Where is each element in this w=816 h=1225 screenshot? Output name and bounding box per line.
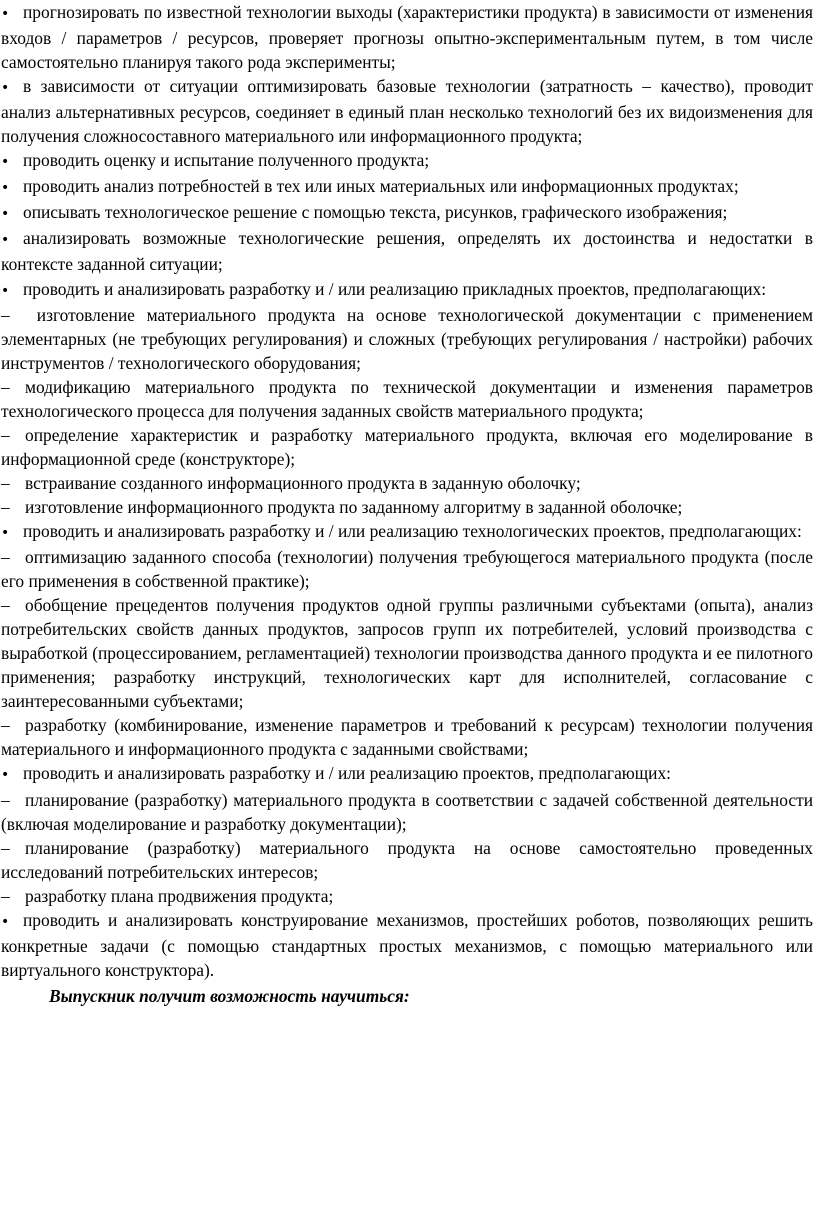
list-item-text: разработку плана продвижения продукта; (25, 885, 334, 906)
list-item-text: определение характеристик и разработку материального продукта, включая его моделирование в информационной среде (конструкторе); (1, 424, 813, 469)
outcomes-list (1, 0, 813, 982)
dash-marker: – (1, 472, 10, 493)
bullet-list-item (1, 0, 813, 74)
dash-marker: – (1, 424, 10, 445)
bullet-marker: • (1, 913, 10, 930)
bullet-list-item (1, 200, 813, 226)
list-item-text: проводить и анализировать разработку и / или реализацию прикладных проектов, предполагающих: (23, 278, 767, 299)
dash-marker: – (1, 789, 10, 810)
bullet-marker: • (1, 767, 10, 784)
list-item-text: проводить и анализировать разработку и / или реализацию проектов, предполагающих: (23, 763, 672, 784)
bullet-marker: • (1, 6, 10, 22)
list-item-text: оптимизацию заданного способа (технологии) получения требующегося материального продукта (после его применения в собственной практике); (1, 547, 813, 592)
dash-list-item (1, 884, 813, 908)
list-item-text: анализировать возможные технологические решения, определять их достоинства и недостатки в контексте заданной ситуации; (1, 228, 813, 275)
bullet-list-item (1, 908, 813, 982)
dash-list-item (1, 836, 813, 884)
dash-list-item (1, 545, 813, 593)
bullet-list-item (1, 519, 813, 545)
dash-list-item (1, 423, 813, 471)
bullet-list-item (1, 761, 813, 787)
list-item-text: обобщение прецедентов получения продуктов одной группы различными субъектами (опыта), анализ потребительских свойств данных продуктов, запросов групп их потребителей, условий производства с выработкой (процессированием, регламентацией) технологии производства данного продукта и ее пилотного применения; разработку инструкций, технологических карт для исполнителей, согласование с заинтересованными субъектами; (1, 595, 813, 712)
dash-marker: – (1, 595, 10, 616)
bullet-marker: • (1, 206, 10, 223)
bullet-list-item (1, 74, 813, 148)
dash-list-item (1, 788, 813, 836)
bullet-marker: • (1, 80, 10, 97)
dash-marker: – (1, 304, 10, 325)
list-item-text: планирование (разработку) материального продукта на основе самостоятельно проведенных исследований потребительских интересов; (1, 837, 813, 882)
dash-marker: – (1, 885, 10, 906)
dash-list-item (1, 593, 813, 713)
list-item-text: проводить и анализировать конструирование механизмов, простейших роботов, позволяющих решить конкретные задачи (с помощью стандартных простых механизмов, с помощью материального или виртуального конструктора). (1, 909, 813, 980)
bullet-marker: • (1, 180, 10, 197)
list-item-text: прогнозировать по известной технологии выходы (характеристики продукта) в зависимости от изменения входов / параметров / ресурсов, проверяет прогнозы опытно-экспериментальным путем, в том числе самостоятельно планируя такого рода эксперименты; (1, 2, 813, 73)
closing-heading: Выпускник получит возможность научиться: (49, 985, 410, 1006)
list-item-text: планирование (разработку) материального продукта в соответствии с задачей собственной деятельности (включая моделирование и разработку документации); (1, 789, 813, 834)
dash-marker: – (1, 715, 10, 736)
dash-marker: – (1, 547, 10, 568)
list-item-text: описывать технологическое решение с помощью текста, рисунков, графического изображения; (23, 202, 728, 223)
dash-list-item (1, 495, 813, 519)
dash-list-item (1, 375, 813, 423)
dash-marker: – (1, 837, 10, 858)
list-item-text: модификацию материального продукта по технической документации и изменения параметров технологического процесса для получения заданных свойств материального продукта; (1, 376, 813, 421)
bullet-list-item (1, 226, 813, 276)
dash-marker: – (1, 496, 10, 517)
list-item-text: встраивание созданного информационного продукта в заданную оболочку; (25, 472, 581, 493)
bullet-marker: • (1, 282, 10, 299)
bullet-list-item (1, 277, 813, 303)
bullet-list-item (1, 148, 813, 174)
bullet-marker: • (1, 232, 10, 249)
bullet-marker: • (1, 154, 10, 171)
dash-marker: – (1, 376, 10, 397)
dash-list-item (1, 713, 813, 761)
list-item-text: проводить анализ потребностей в тех или иных материальных или информационных продуктах; (23, 176, 739, 197)
list-item-text: изготовление информационного продукта по заданному алгоритму в заданной оболочке; (25, 496, 683, 517)
list-item-text: проводить оценку и испытание полученного продукта; (23, 150, 430, 171)
bullet-marker: • (1, 524, 10, 541)
dash-list-item (1, 471, 813, 495)
dash-list-item (1, 303, 813, 375)
list-item-text: в зависимости от ситуации оптимизировать базовые технологии (затратность – качество), проводит анализ альтернативных ресурсов, соединяет в единый план несколько технологий без их видоизменения для получения сложносоставного материального или информационного продукта; (1, 76, 813, 147)
list-item-text: разработку (комбинирование, изменение параметров и требований к ресурсам) технологии получения материального и информационного продукта с заданными свойствами; (1, 715, 813, 760)
bullet-list-item (1, 174, 813, 200)
list-item-text: проводить и анализировать разработку и / или реализацию технологических проектов, предполагающих: (23, 520, 802, 541)
list-item-text: изготовление материального продукта на основе технологической документации с применением элементарных (не требующих регулирования) и сложных (требующих регулирования / настройки) рабочих инструментов / технологического оборудования; (1, 304, 813, 373)
